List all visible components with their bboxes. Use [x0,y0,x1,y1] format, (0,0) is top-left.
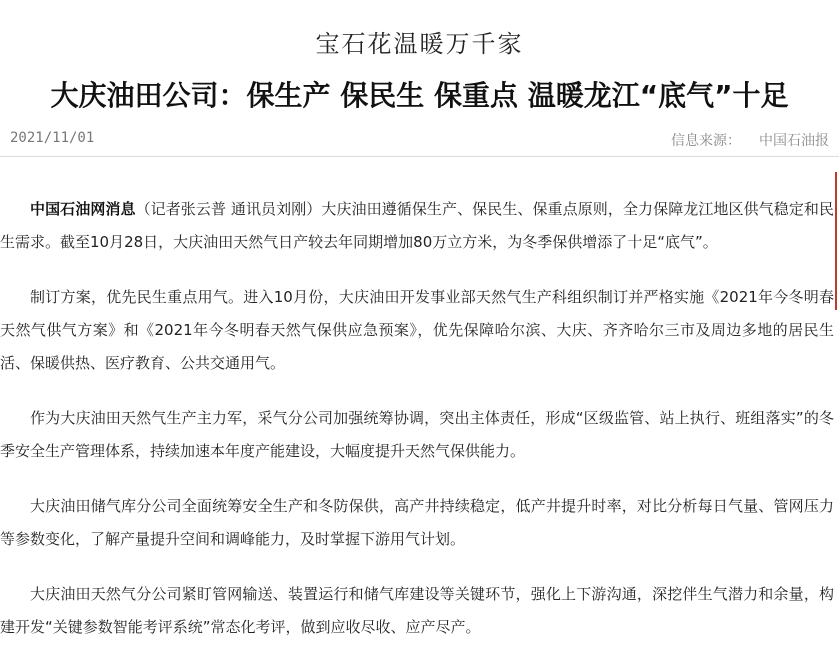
accent-rule [835,172,837,310]
publish-date: 2021/11/01 [10,130,95,146]
article-meta-bar [0,126,839,157]
source-name[interactable]: 中国石油报 [759,133,829,149]
article-headline: 大庆油田公司：保生产 保民生 保重点 温暖龙江“底气”十足 [50,79,789,112]
source-info [671,130,829,150]
article-paragraph-3: 作为大庆油田天然气生产主力军，采气分公司加强统筹协调，突出主体责任，形成“区级监管、站上执行、班组落实”的冬季安全生产管理体系，持续加速本年度产能建设，大幅度提升天然气保供能力。 [0,409,834,460]
source-label: 信息来源： [671,133,741,149]
article-paragraph-4: 大庆油田储气库分公司全面统筹安全生产和冬防保供，高产井持续稳定，低产井提升时率，对比分析每日气量、管网压力等参数变化，了解产量提升空间和调峰能力，及时掌握下游用气计划。 [0,497,834,548]
article-supertitle: 宝石花温暖万千家 [315,30,524,58]
article-paragraph-1 [0,193,834,259]
article-body [0,193,834,666]
article-paragraph-2: 制订方案，优先民生重点用气。进入10月份，大庆油田开发事业部天然气生产科组织制订并严格实施《2021年今冬明春天然气供气方案》和《2021年今冬明春天然气保供应急预案》，优先保障哈尔滨、大庆、齐齐哈尔三市及周边多地的居民生活、保暖供热、医疗教育、公共交通用气。 [0,288,834,372]
news-agency-lead: 中国石油网消息 [30,200,136,218]
paragraph-1-text: （记者张云普 通讯员刘刚）大庆油田遵循保生产、保民生、保重点原则，全力保障龙江地区供气稳定和民生需求。截至10月28日，大庆油田天然气日产较去年同期增加80万立方米，为冬季保供增添了十足“底气”。 [0,200,834,251]
article-paragraph-5: 大庆油田天然气分公司紧盯管网输送、装置运行和储气库建设等关键环节，强化上下游沟通，深挖伴生气潜力和余量，构建开发“关键参数智能考评系统”常态化考评，做到应收尽收、应产尽产。 [0,585,834,636]
